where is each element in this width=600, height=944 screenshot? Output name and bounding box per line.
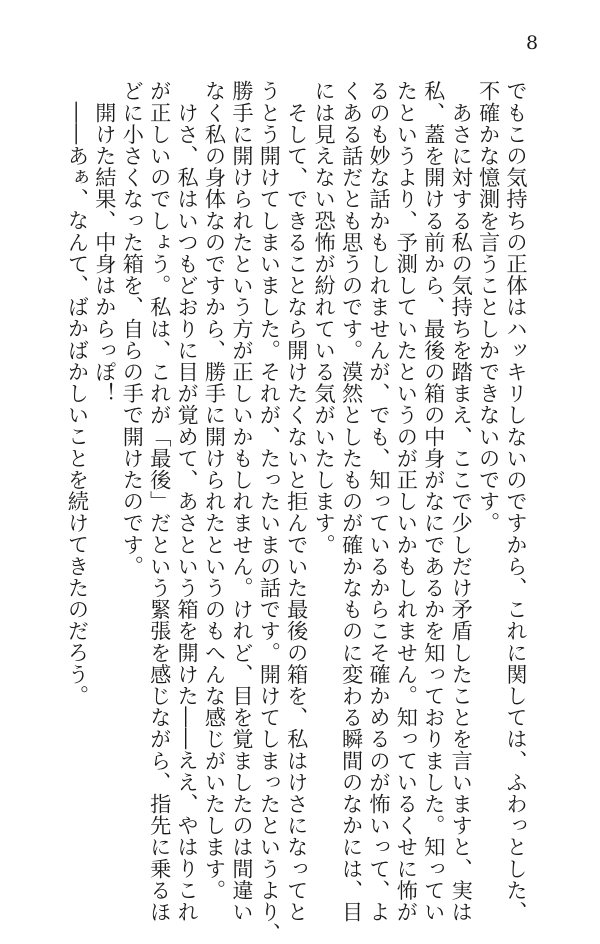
- text-line: くある話だとも思うのです。漠然としたものが確かなものに変わる瞬間のなかには、目: [339, 80, 365, 923]
- text-line: 開けた結果、中身はからっぽ！: [92, 80, 118, 404]
- page-number: 8: [526, 32, 539, 54]
- text-line: なく私の身体なのですから、勝手に開けられたというのもへんな感じがいたします。: [202, 80, 228, 901]
- text-line: が正しいのでしょう。私は、これが「最後」だという緊張を感じながら、指先に乗るほ: [147, 80, 173, 923]
- text-line: あさに対する私の気持ちを踏まえ、ここで少しだけ矛盾したことを言いますと、実は: [449, 80, 475, 923]
- text-line: るのも妙な話かもしれませんが、でも、知っているからこそ確かめるのが怖いって、よ: [366, 80, 392, 923]
- text-line: でもこの気持ちの正体はハッキリしないのですから、これに関しては、ふわっとした、: [504, 80, 529, 923]
- text-line: たというより、予測していたというのが正しいかもしれません。知っているくせに怖が: [394, 80, 420, 923]
- text-line: そして、できることなら開けたくないと拒んでいた最後の箱を、私はけさになってと: [284, 80, 310, 923]
- text-line: 勝手に開けられたという方が正しいかもしれません。けれど、目を覚ましたのは間違い: [229, 80, 255, 923]
- text-line: うとう開けてしまいました。それが、たったいまの話です。開けてしまったというより、: [257, 80, 283, 944]
- vertical-text-body: [64, 80, 530, 944]
- text-line: 不確かな憶測を言うことしかできないのです。: [476, 80, 502, 534]
- text-line: には見えない恐怖が紛れている気がいたします。: [312, 80, 338, 556]
- text-line: 私、蓋を開ける前から、最後の箱の中身がなにであるかを知っておりました。知ってい: [421, 80, 447, 923]
- text-line: どに小さくなった箱を、自らの手で開けたのです。: [120, 80, 146, 577]
- text-line: けさ、私はいつもどおりに目が覚めて、あさという箱を開けた――ええ、やはりこれ: [175, 80, 201, 923]
- text-line: ――あぁ、なんて、ばかばかしいことを続けてきたのだろう。: [65, 80, 91, 707]
